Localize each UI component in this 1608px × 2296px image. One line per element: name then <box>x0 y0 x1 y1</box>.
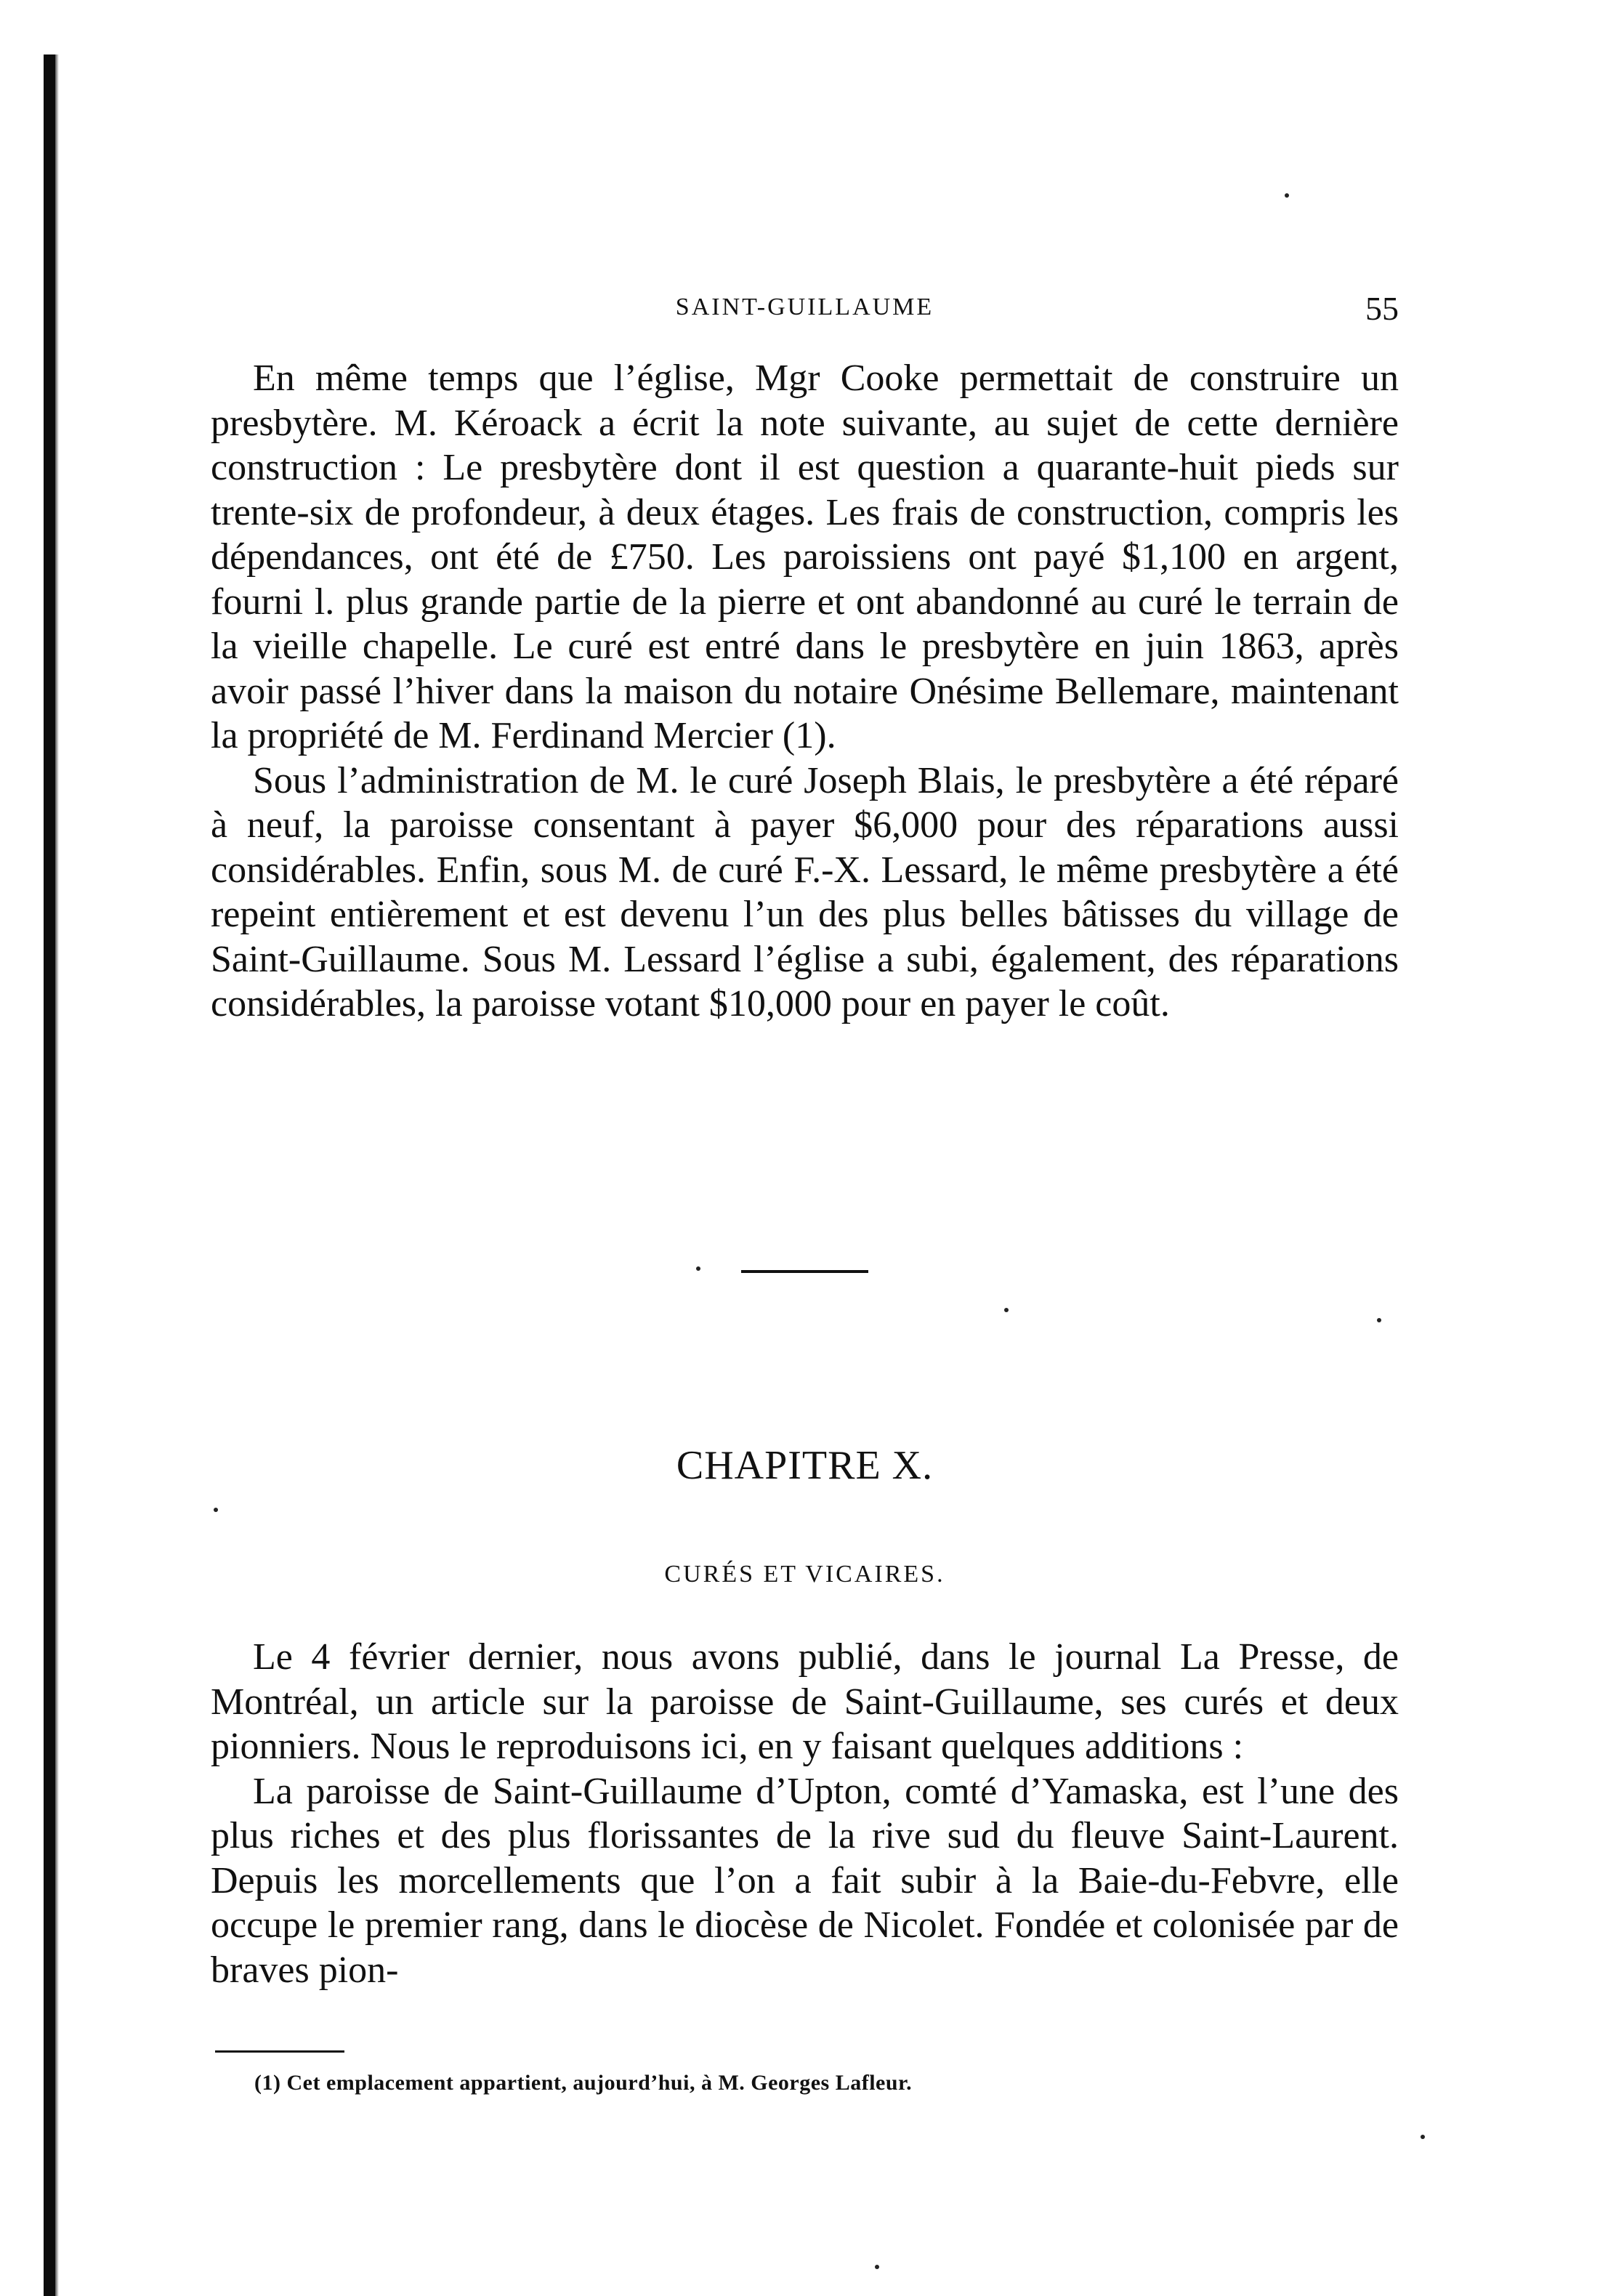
paragraph: La paroisse de Saint-Guillaume d’Upton, comté d’Yamaska, est l’une des plus riches et des plus florissantes de la rive sud du fleuve Saint-Laurent. Depuis les morcellements que l’on a fait subir à la Baie-du-Febvre, elle occupe le premier rang, dans le diocèse de Nicolet. Fondée et colonisée par de braves pion- <box>211 1770 1399 1991</box>
scan-speck <box>875 2265 879 2269</box>
section-cures-et-vicaires <box>211 1635 1399 1992</box>
page-header <box>211 289 1399 333</box>
chapter-subtitle: CURÉS ET VICAIRES. <box>664 1561 945 1588</box>
paragraph: Sous l’administration de M. le curé Joseph Blais, le presbytère a été réparé à neuf, la paroisse consentant à payer $6,000 pour des réparations aussi considérables. Enfin, sous M. de curé F.-X. Lessard, le même presbytère a été repeint entièrement et est devenu l’un des plus belles bâtisses du village de Saint-Guillaume. Sous M. Lessard l’église a subi, également, des réparations considérables, la paroisse votant $10,000 pour en payer le coût. <box>211 759 1399 1024</box>
section-presbytere <box>211 356 1399 1027</box>
running-head: SAINT-GUILLAUME <box>675 294 934 320</box>
footnote: (1) Cet emplacement appartient, aujourd’hui, à M. Georges Lafleur. <box>254 2071 913 2095</box>
scan-speck <box>214 1508 218 1512</box>
scan-speck <box>1377 1318 1381 1322</box>
scan-speck <box>1004 1308 1009 1312</box>
paragraph: En même temps que l’église, Mgr Cooke permettait de construire un presbytère. M. Kéroack a écrit la note suivante, au sujet de cette dernière construction : Le presbytère dont il est question a quarante-huit pieds sur trente-six de profondeur, à deux étages. Les frais de construction, compris les dépendances, ont été de £750. Les paroissiens ont payé $1,100 en argent, fourni l. plus grande partie de la pierre et ont abandonné au curé le terrain de la vieille chapelle. Le curé est entré dans le presbytère en juin 1863, après avoir passé l’hiver dans la maison du notaire Onésime Bellemare, maintenant la propriété de M. Ferdinand Mercier (1). <box>211 357 1399 756</box>
paragraph: Le 4 février dernier, nous avons publié, dans le journal La Presse, de Montréal, un article sur la paroisse de Saint-Guillaume, ses curés et deux pionniers. Nous le reproduisons ici, en y faisant quelques additions : <box>211 1636 1399 1767</box>
page-binding-edge <box>44 54 55 2296</box>
chapter-title: CHAPITRE X. <box>676 1443 934 1488</box>
footnote-rule <box>215 2050 344 2053</box>
page-number: 55 <box>1365 290 1399 327</box>
scan-speck <box>696 1266 700 1271</box>
page-binding-shadow <box>55 54 59 2296</box>
scan-speck <box>1421 2135 1425 2139</box>
section-separator <box>741 1270 868 1273</box>
scan-speck <box>1285 193 1289 198</box>
